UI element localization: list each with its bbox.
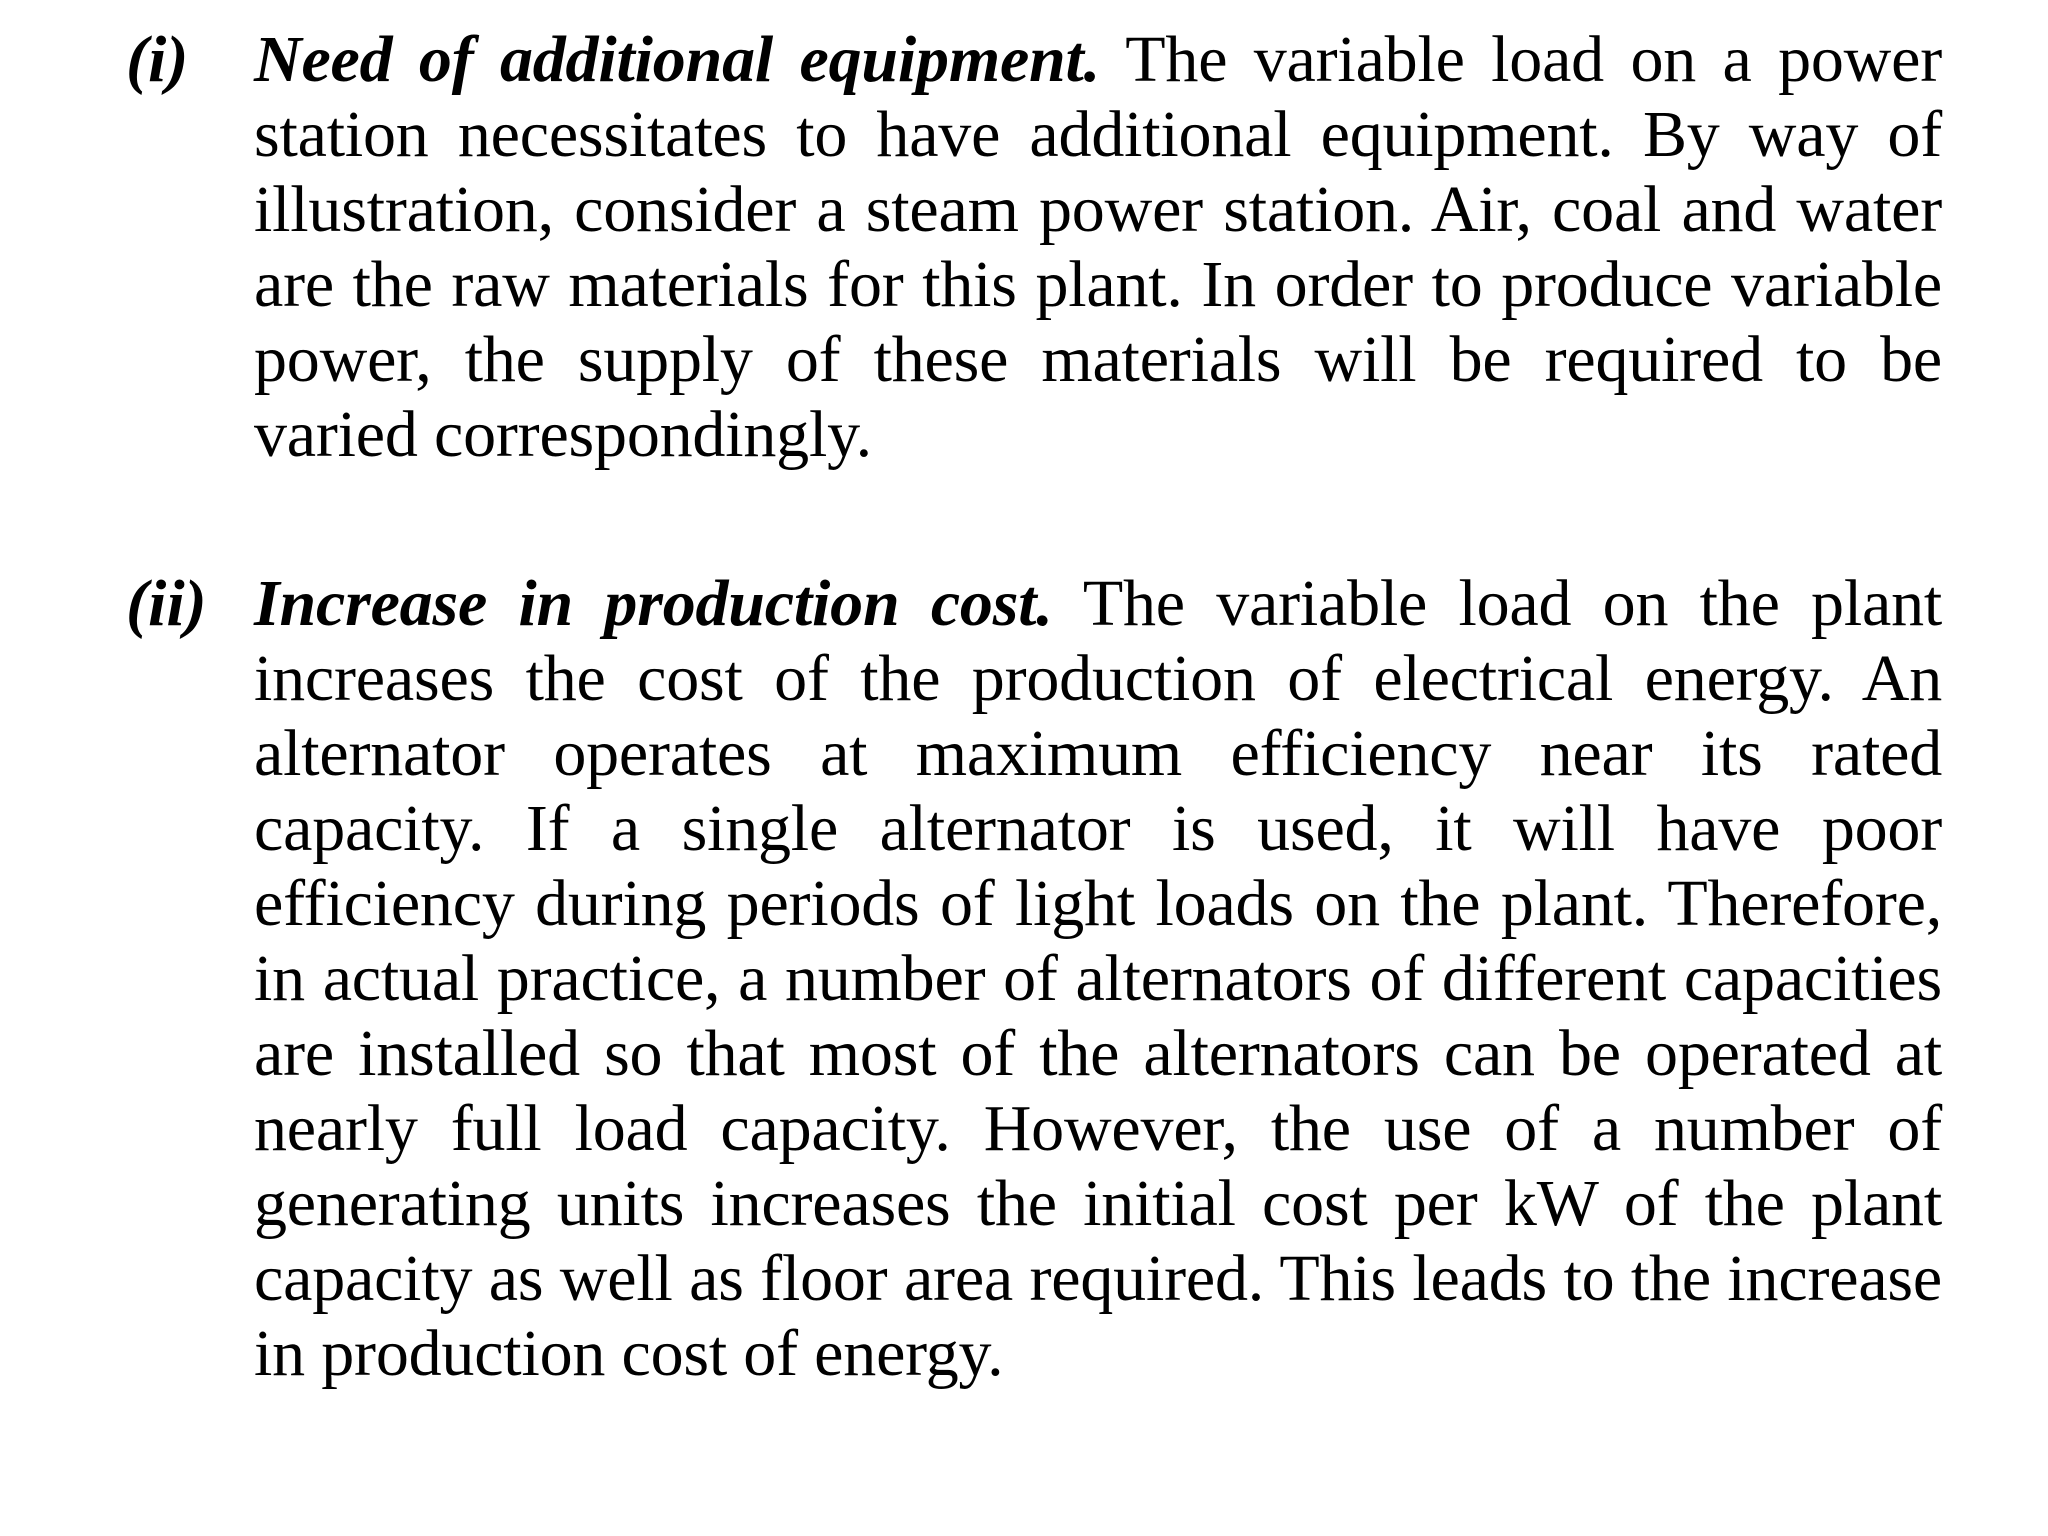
list-marker: (i) [126, 23, 189, 96]
item-body: The variable load on the plant increases the cost of the production of electrical energy. An alternator operates at maximum efficiency near its rated capacity. If a single alternator is used, it will have poor efficiency during periods of light loads on the plant. Therefore, in actual practice, a number of alternators of different capacities are installed so that most of the alternators can be operated at nearly full load capacity. However, the use of a number of generating units increases the initial cost per kW of the plant capacity as well as floor area required. This leads to the increase in production cost of energy. [254, 567, 1943, 1390]
item-heading: Increase in production cost. [254, 567, 1053, 640]
paragraph [254, 22, 1942, 472]
item-heading: Need of additional equipment. [254, 23, 1100, 96]
item-body: The variable load on a power station necessitates to have additional equipment. By way of illustration, consider a steam power station. Air, coal and water are the raw materials for this plant. In order to produce variable power, the supply of these materials will be required to be varied correspondingly. [254, 23, 1943, 471]
list-marker: (ii) [126, 567, 207, 640]
paragraph [254, 566, 1942, 1391]
